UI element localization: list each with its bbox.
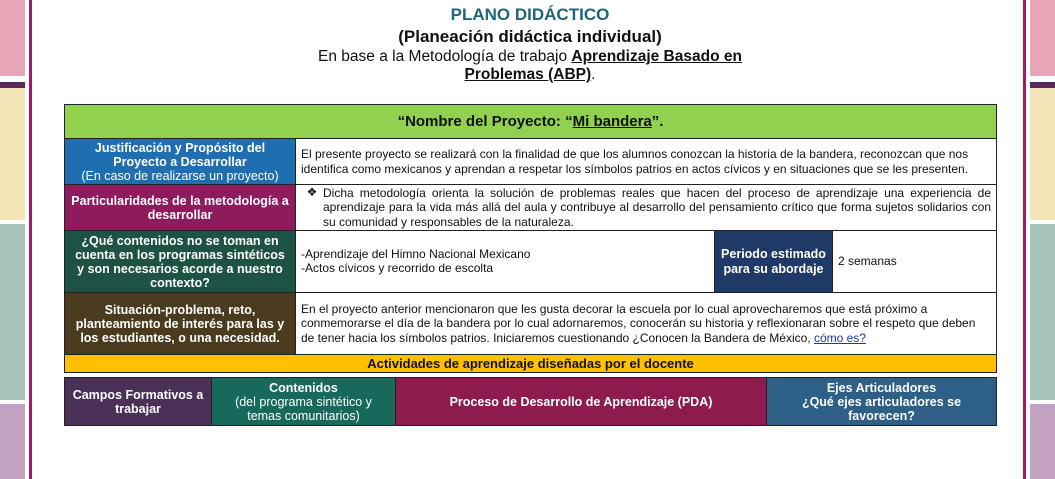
situation-link[interactable]: cómo es?	[813, 330, 866, 345]
page-title: PLANO DIDÁCTICO	[450, 5, 610, 24]
justification-label-line1: Justificación y Propósito del	[94, 140, 266, 155]
planning-table	[64, 104, 997, 373]
col-contenidos	[212, 378, 396, 426]
methodology-name-line2: Problemas (ABP)	[464, 66, 592, 83]
col-ejes-question: ¿Qué ejes articuladores se favorecen?	[801, 394, 962, 423]
col-contenidos-note: (del programa sintético y temas comunitarios)	[235, 394, 372, 423]
justification-text: El presente proyecto se realizará con la finalidad de que los alumnos conozcan la historia de la bandera, reconozcan que nos identifica como mexicanos y aprendan a respetar los símbolos patrios en actos cívicos y en situaciones que se les presenten.	[296, 139, 997, 185]
particularities-bullet-item	[301, 186, 991, 230]
situation-row	[65, 293, 997, 355]
col-contenidos-title: Contenidos	[269, 380, 338, 395]
activities-header-row	[65, 378, 997, 426]
col-campos-formativos: Campos Formativos a trabajar	[65, 378, 212, 426]
justification-label-note: (En caso de realizarse un proyecto)	[81, 168, 279, 183]
methodology-prefix: En base a la Metodología de trabajo	[318, 48, 572, 65]
project-name: Mi bandera	[572, 112, 652, 130]
situation-label: Situación-problema, reto, planteamiento de interés para las y los estudiantes, o una necesidad.	[65, 293, 296, 355]
activities-header-table	[64, 377, 997, 426]
activities-title-row	[65, 355, 997, 373]
methodology-suffix: .	[591, 66, 596, 83]
col-ejes-articuladores	[767, 378, 997, 426]
contents-row	[65, 231, 997, 293]
justification-row	[65, 139, 997, 185]
particularities-label: Particularidades de la metodología a desarrollar	[65, 185, 296, 231]
contents-item-2: -Actos cívicos y recorrido de escolta	[301, 260, 494, 275]
right-border-line	[1023, 0, 1026, 479]
col-pda: Proceso de Desarrollo de Aprendizaje (PDA)	[396, 378, 767, 426]
project-prefix: “Nombre del Proyecto: “	[397, 112, 573, 130]
left-border-line	[29, 0, 32, 479]
project-suffix: ”.	[651, 112, 664, 130]
period-value: 2 semanas	[833, 231, 997, 293]
situation-text: En el proyecto anterior mencionaron que les gusta decorar la escuela por lo cual aprovecharemos que está próximo a conmemorarse el día de la bandera por lo cual adornaremos, conocerán su historia y reflexionaran sobre el respeto que deben de tener hacia los símbolos patrios. Iniciaremos cuestionando ¿Conocen la Bandera de México,	[301, 301, 976, 345]
activities-title: Actividades de aprendizaje diseñadas por el docente	[65, 355, 997, 373]
justification-label	[65, 139, 296, 185]
contents-item-1: -Aprendizaje del Himno Nacional Mexicano	[301, 247, 531, 261]
particularities-text: Dicha metodología orienta la solución de problemas reales que hacen del proceso de aprendizaje una experiencia de aprendizaje para la vida más allá del aula y contribuye al desarrollo del pensamiento crítico que forma sujetos solidarios con su comunidad y responsables de la naturaleza.	[323, 185, 992, 229]
justification-label-line2: Proyecto a Desarrollar	[113, 154, 247, 169]
methodology-name-line1: Aprendizaje Basado en	[571, 48, 742, 65]
particularities-cell	[296, 185, 997, 231]
col-ejes-title: Ejes Articuladores	[826, 380, 937, 395]
right-decor-strip	[1030, 0, 1055, 479]
methodology-line	[64, 48, 996, 84]
situation-cell	[296, 293, 997, 355]
particularities-row	[65, 185, 997, 231]
left-decor-strip	[0, 0, 25, 479]
period-label: Periodo estimado para su abordaje	[715, 231, 833, 293]
project-name-row	[65, 105, 997, 139]
contents-label: ¿Qué contenidos no se toman en cuenta en los programas sintéticos y son necesarios acorde a nuestro contexto?	[65, 231, 296, 293]
contents-list	[296, 231, 715, 293]
page-subtitle: (Planeación didáctica individual)	[398, 27, 662, 46]
project-name-cell	[65, 105, 997, 139]
diamond-bullet-icon: ❖	[306, 184, 318, 199]
